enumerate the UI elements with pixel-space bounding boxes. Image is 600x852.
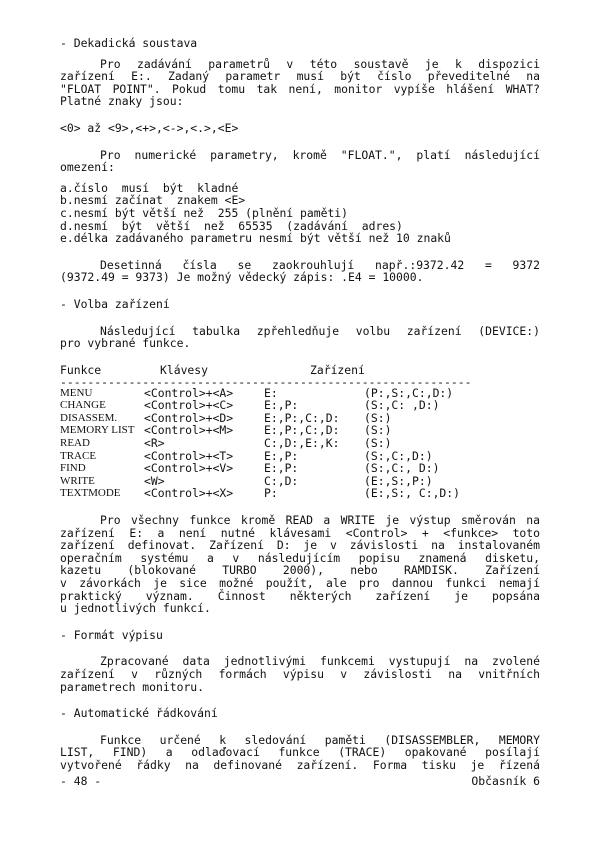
function-cell: READ <box>60 437 90 450</box>
keys-cell: <Control>+<T> <box>144 448 234 463</box>
optional-device-cell: (S:) <box>364 423 392 438</box>
keys-cell: <Control>+<X> <box>144 486 234 501</box>
text-line: vytvořené řádky na definované zařízení. Forma tisku je řízená <box>60 757 540 772</box>
device-table <box>60 364 540 500</box>
device-cell: E: <box>264 385 278 400</box>
text-line: Platné znaky jsou: <box>60 94 184 109</box>
keys-cell: <Control>+<C> <box>144 398 234 413</box>
text-line: kazetu (blokované TURBO 2000), nebo RAMDISK. Zařízení <box>60 563 540 578</box>
restriction-list <box>60 182 540 245</box>
device-cell: E:,P:,C:,D: <box>264 410 340 425</box>
text-line: Následující tabulka zpřehledňuje volbu zařízení (DEVICE:) <box>100 323 540 338</box>
device-cell: E:,P: <box>264 398 299 413</box>
device-cell: E:,P:,C:,D: <box>264 423 340 438</box>
text-line: v závorkách je sice možné použít, ale pro dannou funkci nemají <box>60 576 540 590</box>
text-line: zařízení definovat. Zařízení D: je v závislosti na instalovaném <box>60 538 540 553</box>
paragraph <box>60 514 540 615</box>
device-cell: P: <box>264 486 278 501</box>
text-line: LIST, FIND) a odlaďovací funkce (TRACE) opakované posílají <box>60 745 540 760</box>
section-heading: - Formát výpisu <box>60 627 163 642</box>
device-cell: E:,P: <box>264 448 299 463</box>
text-line: Pro zadávání parametrů v této soustavě je k dispozici <box>100 56 540 71</box>
table-row <box>60 462 540 475</box>
text-line: praktický význam. Činnost některých zařízení je popsána <box>60 588 540 603</box>
table-body <box>60 387 540 500</box>
list-item: c.nesmí být větší než 255 (plnění paměti) <box>60 205 349 220</box>
section-heading: - Dekadická soustava <box>60 36 198 50</box>
valid-characters: <0> až <9>,<+>,<->,<.>,<E> <box>60 120 239 135</box>
optional-device-cell: (S:,C:,D:) <box>364 448 433 463</box>
function-cell: TRACE <box>60 449 97 462</box>
text-line: omezení: <box>60 160 115 175</box>
keys-cell: <Control>+<V> <box>144 461 234 476</box>
text-line: "FLOAT POINT". Pokud tomu tak není, monitor vypíše hlášení WHAT? <box>60 81 540 96</box>
text-line: operačním systému a v následujícím popisu znamená disketu, <box>60 550 540 565</box>
table-row <box>60 450 540 463</box>
text-line: zařízení E:. Zadaný parametr musí být číslo převeditelné na <box>60 69 540 84</box>
text-line: zařízení v různých formách výpisu v závislosti na vnitřních <box>60 666 540 681</box>
text-line: u jednotlivých funkcí. <box>60 601 211 616</box>
table-rule: ------------------------------------------------------------ <box>60 376 472 387</box>
device-cell: E:,P: <box>264 461 299 476</box>
keys-cell: <Control>+<A> <box>144 385 234 400</box>
list-item: a.číslo musí být kladné <box>60 180 239 195</box>
paragraph <box>60 259 540 284</box>
paragraph <box>60 734 540 772</box>
text-line: Zpracované data jednotlivými funkcemi vystupují na zvolené <box>100 654 540 669</box>
list-item: b.nesmí začínat znakem <E> <box>60 193 246 208</box>
column-header-device: Zařízení <box>310 362 365 377</box>
table-row <box>60 437 540 450</box>
optional-device-cell: (S:) <box>364 410 392 425</box>
table-row <box>60 399 540 412</box>
text-line: Pro všechny funkce kromě READ a WRITE je výstup směrován na <box>100 513 540 528</box>
table-row <box>60 387 540 400</box>
optional-device-cell: (E:,S:,P:) <box>364 473 433 488</box>
function-cell: FIND <box>60 462 86 475</box>
keys-cell: <Control>+<D> <box>144 410 234 425</box>
table-row <box>60 487 540 500</box>
optional-device-cell: (P:,S:,C:,D:) <box>364 385 454 400</box>
text-line: Desetinná čísla se zaokrouhlují např.:9372.42 = 9372 <box>100 257 540 272</box>
function-cell: MEMORY LIST <box>60 424 135 437</box>
device-cell: C:,D:,E:,K: <box>264 436 340 451</box>
magazine-name: Občasník 6 <box>471 774 540 788</box>
column-header-keys: Klávesy <box>160 362 209 377</box>
optional-device-cell: (S:,C: ,D:) <box>364 398 440 413</box>
function-cell: CHANGE <box>60 399 106 412</box>
text-line: Funkce určené k sledování paměti (DISASSEMBLER, MEMORY <box>100 732 540 747</box>
list-item: d.nesmí být větší než 65535 (zadávání adres) <box>60 218 403 233</box>
section-heading: - Volba zařízení <box>60 296 170 311</box>
function-cell: DISASSEM. <box>60 411 118 424</box>
text-line: (9372.49 = 9373) Je možný vědecký zápis: .E4 = 10000. <box>60 270 424 285</box>
paragraph <box>60 149 540 174</box>
page-number: - 48 - <box>60 774 102 788</box>
text-line: Pro numerické parametry, kromě "FLOAT.", platí následující <box>100 147 540 162</box>
keys-cell: <Control>+<M> <box>144 423 234 438</box>
text-line: pro vybrané funkce. <box>60 336 191 351</box>
function-cell: TEXTMODE <box>60 487 121 500</box>
text-line: zařízení E: a není nutné klávesami <Control> + <funkce> toto <box>60 525 540 540</box>
function-cell: WRITE <box>60 474 95 487</box>
optional-device-cell: (S:,C:, D:) <box>364 461 440 476</box>
paragraph <box>60 655 540 693</box>
page-content <box>60 37 540 772</box>
device-cell: C:,D: <box>264 473 299 488</box>
paragraph <box>60 325 540 350</box>
table-row <box>60 475 540 488</box>
function-cell: MENU <box>60 386 93 399</box>
optional-device-cell: (S:) <box>364 436 392 451</box>
table-header <box>60 364 540 377</box>
column-header-function: Funkce <box>60 362 102 377</box>
paragraph <box>60 58 540 108</box>
optional-device-cell: (E:,S:, C:,D:) <box>364 486 461 501</box>
section-heading: - Automatické řádkování <box>60 706 218 721</box>
keys-cell: <W> <box>144 473 165 488</box>
keys-cell: <R> <box>144 436 165 451</box>
text-line: parametrech monitoru. <box>60 679 205 694</box>
list-item: e.délka zadávaného parametru nesmí být větší než 10 znaků <box>60 231 451 246</box>
